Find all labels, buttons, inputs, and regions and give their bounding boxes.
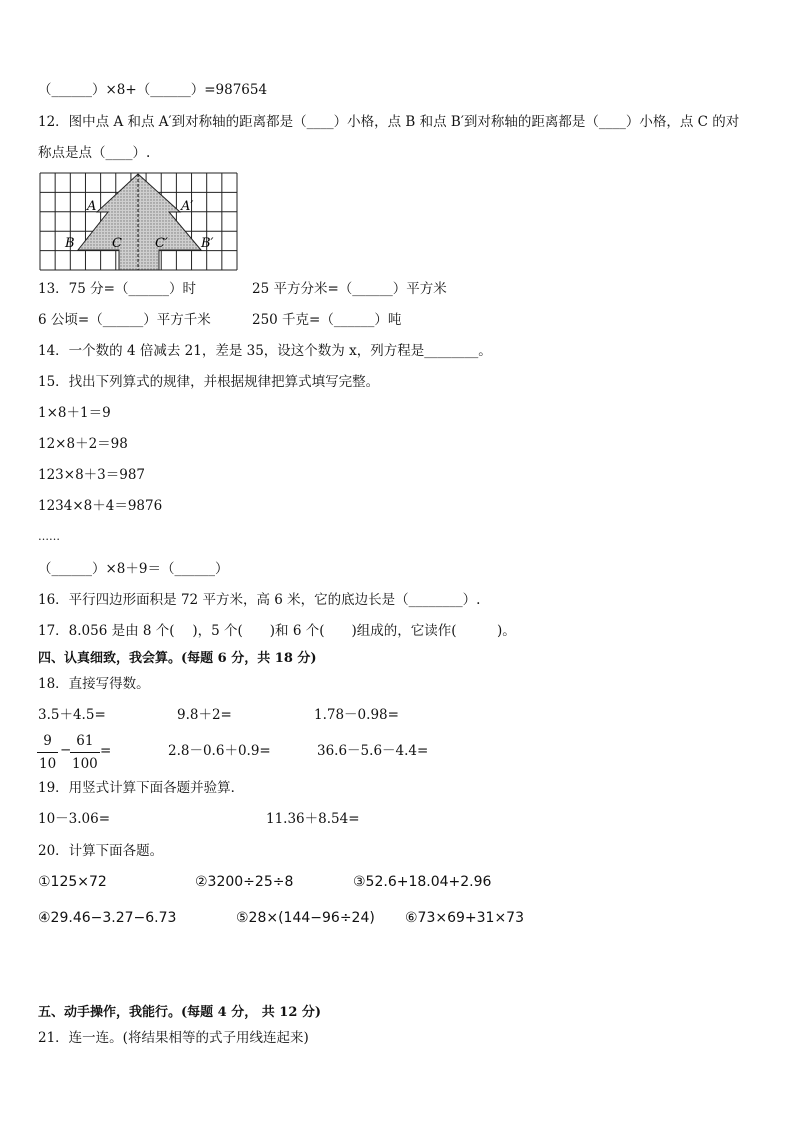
fraction-numerator: 9 [43,733,52,749]
q18: 18．直接写得数。 [38,676,150,692]
q15-line-blank: （______）×8＋9＝（______） [38,561,229,577]
q17: 17．8.056 是由 8 个( )，5 个( )和 6 个( )组成的，它读作( )。 [38,623,516,639]
q13-c: 6 公顷=（______）平方千米 [38,312,211,328]
q15-line-2: 12×8＋2＝98 [38,436,128,452]
label-a-prime: A′ [181,199,194,214]
q18-item-1: 3.5＋4.5= [38,707,106,723]
q15-line-4: 1234×8＋4＝9876 [38,498,163,514]
q18-item-6: 36.6－5.6－4.4= [317,743,429,759]
section-5-heading: 五、动手操作，我能行。(每题 4 分， 共 12 分) [38,1005,322,1020]
minus-sign: − [60,742,72,758]
q15-line-3: 123×8＋3＝987 [38,467,146,483]
fraction-numerator: 61 [76,733,94,749]
label-b-prime: B′ [201,236,214,251]
q20-item-4: ④29.46−3.27−6.73 [38,910,177,926]
q15-ellipsis: …… [38,530,60,543]
section-4-heading: 四、认真细致，我会算。(每题 6 分，共 18 分) [38,651,317,666]
q21: 21．连一连。(将结果相等的式子用线连起来) [38,1030,309,1046]
q11-blank-line: （______）×8+（______）=987654 [38,82,268,98]
fraction-bar [70,752,100,753]
q12-line1: 12．图中点 A 和点 A′到对称轴的距离都是（____）小格，点 B 和点 B′到对称轴的距离都是（____）小格，点 C 的对 [38,114,740,130]
q18-item-5: 2.8－0.6＋0.9= [168,743,271,759]
q14: 14．一个数的 4 倍减去 21，差是 35，设这个数为 x，列方程是________。 [38,343,492,359]
fraction-denominator: 10 [39,756,57,772]
q16: 16．平行四边形面积是 72 平方米，高 6 米，它的底边长是（________）. [38,592,481,608]
tree-shape [78,174,201,270]
fraction-9-10 [37,733,58,772]
q19-item-1: 10－3.06= [38,811,111,827]
q20-item-1: ①125×72 [38,874,107,890]
fraction-bar [37,752,58,753]
symmetry-figure [39,172,239,272]
q18-item-2: 9.8＋2= [177,707,232,723]
q20-item-6: ⑥73×69+31×73 [405,910,524,926]
q15: 15．找出下列算式的规律，并根据规律把算式填写完整。 [38,374,380,390]
label-c: C [112,236,122,251]
q13-d: 250 千克=（______）吨 [252,312,402,328]
q13-a: 13．75 分=（______）时 [38,281,196,297]
label-c-prime: C′ [155,236,168,251]
label-a: A [87,199,97,214]
q20-item-3: ③52.6+18.04+2.96 [353,874,492,890]
fraction-61-100 [70,733,100,772]
label-b: B [65,236,75,251]
q19-item-2: 11.36＋8.54= [266,811,360,827]
q13-b: 25 平方分米=（______）平方米 [252,281,447,297]
q15-line-1: 1×8＋1＝9 [38,405,111,421]
fraction-denominator: 100 [72,756,98,772]
q20-item-2: ②3200÷25÷8 [195,874,294,890]
q20-item-5: ⑤28×(144−96÷24) [236,910,375,926]
q18-item-3: 1.78－0.98= [314,707,399,723]
q19: 19．用竖式计算下面各题并验算． [38,780,245,796]
q20: 20．计算下面各题。 [38,843,164,859]
q12-line2: 称点是点（____）. [38,145,151,161]
equals-sign: = [100,743,112,759]
